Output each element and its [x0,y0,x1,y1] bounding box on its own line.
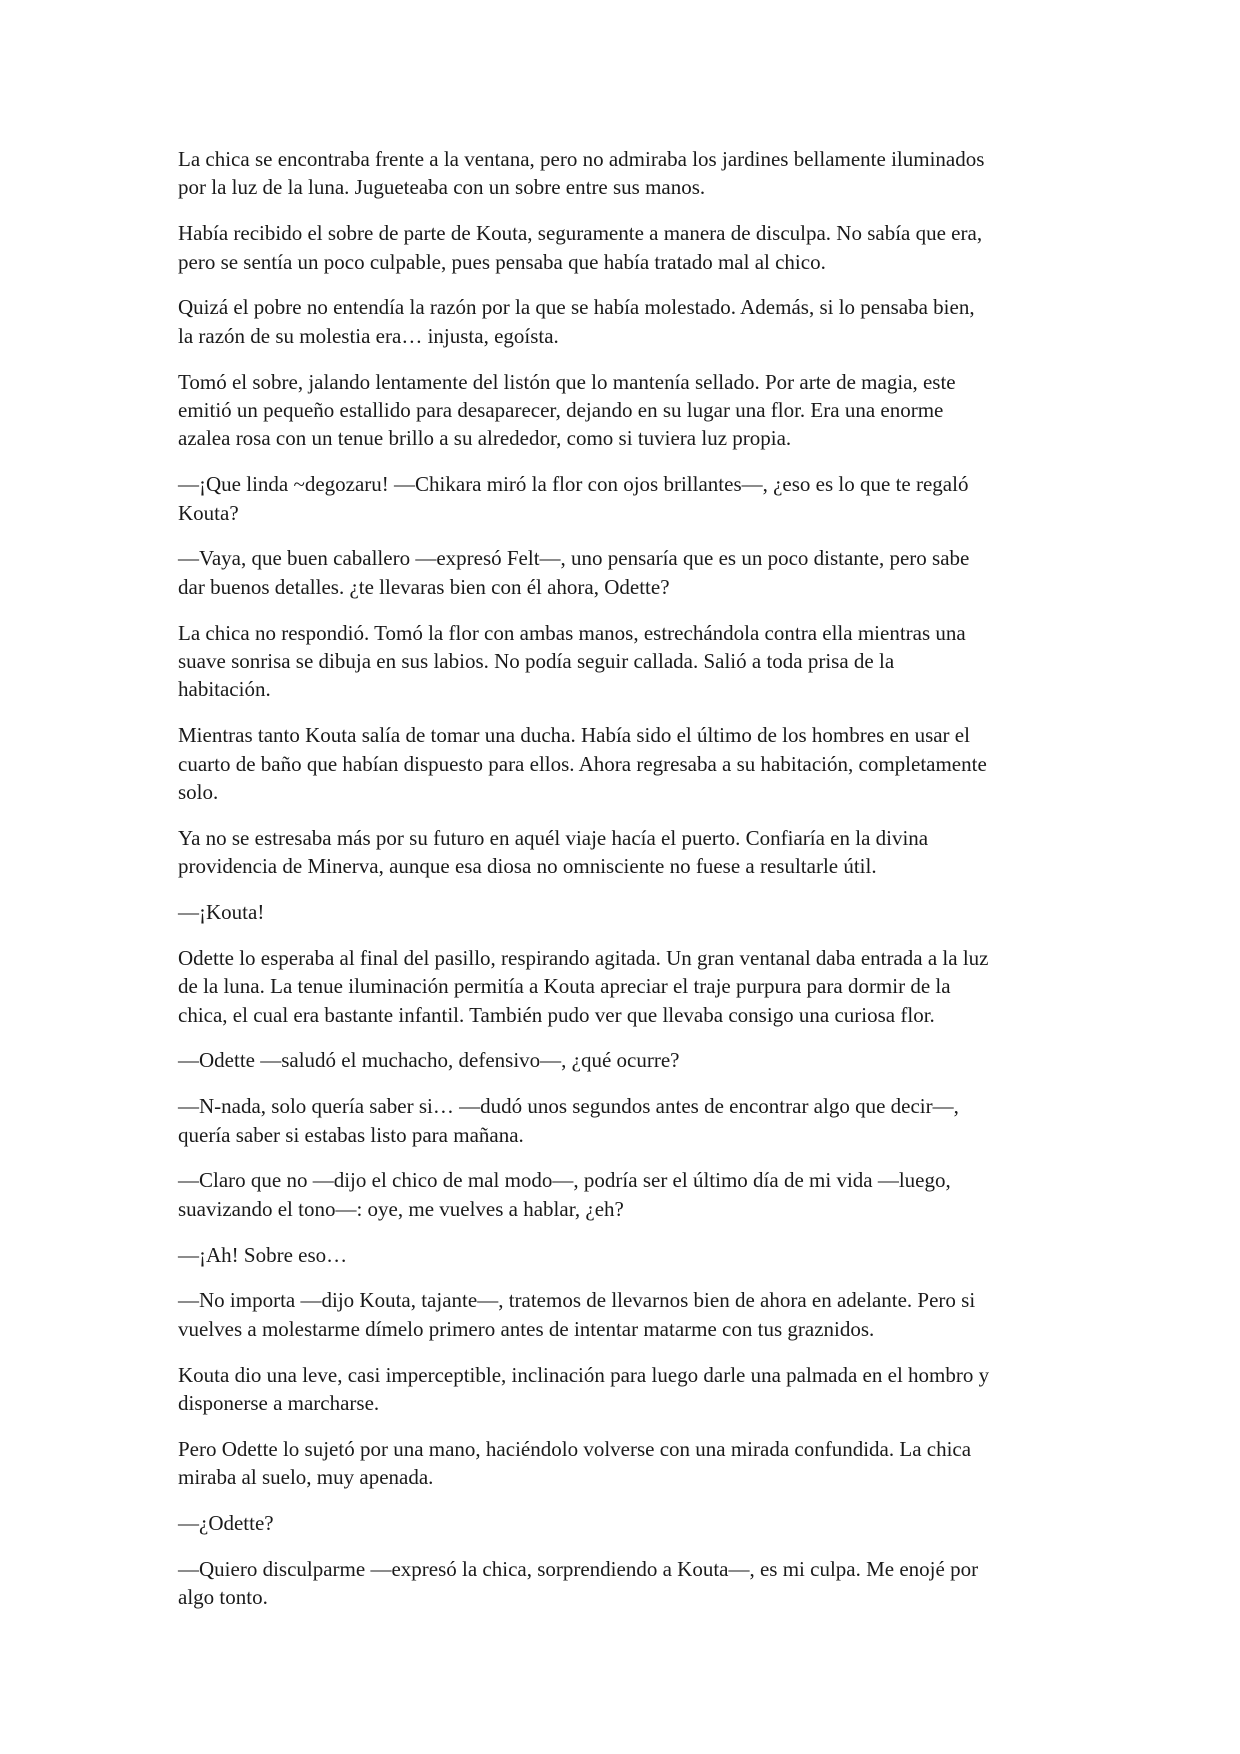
paragraph: La chica no respondió. Tomó la flor con ambas manos, estrechándola contra ella mientras una suave sonrisa se dibuja en sus labios. No podía seguir callada. Salió a toda prisa de la habitación. [178,620,966,702]
paragraph: —No importa —dijo Kouta, tajante—, tratemos de llevarnos bien de ahora en adelante. Pero si vuelves a molestarme dímelo primero antes de intentar matarme con tus graznidos. [178,1288,976,1341]
paragraph: La chica se encontraba frente a la ventana, pero no admiraba los jardines bellamente iluminados por la luz de la luna. Jugueteaba con un sobre entre sus manos. [178,147,985,200]
paragraph: —Quiero disculparme —expresó la chica, sorprendiendo a Kouta—, es mi culpa. Me enojé por algo tonto. [178,1556,979,1610]
paragraph: —Vaya, que buen caballero —expresó Felt—, uno pensaría que es un poco distante, pero sabe dar buenos detalles. ¿te llevaras bien con él ahora, Odette? [178,546,970,599]
paragraph: Tomó el sobre, jalando lentamente del listón que lo mantenía sellado. Por arte de magia, este emitió un pequeño estallido para desaparecer, dejando en su lugar una flor. Era una enorme azalea rosa con un tenue brillo a su alrededor, como si tuviera luz propia. [178,369,956,451]
paragraph: —¿Odette? [178,1511,274,1536]
paragraph: Quizá el pobre no entendía la razón por la que se había molestado. Además, si lo pensaba bien, la razón de su molestia era… injusta, egoísta. [178,295,975,348]
paragraph: —¡Ah! Sobre eso… [178,1242,348,1267]
paragraph: Kouta dio una leve, casi imperceptible, inclinación para luego darle una palmada en el hombro y disponerse a marcharse. [178,1362,990,1416]
paragraph: —N-nada, solo quería saber si… —dudó unos segundos antes de encontrar algo que decir—, quería saber si estabas listo para mañana. [178,1094,959,1147]
paragraph: Había recibido el sobre de parte de Kouta, seguramente a manera de disculpa. No sabía que era, pero se sentía un poco culpable, pues pensaba que había tratado mal al chico. [178,221,983,274]
paragraph: Mientras tanto Kouta salía de tomar una ducha. Había sido el último de los hombres en usar el cuarto de baño que habían dispuesto para ellos. Ahora regresaba a su habitación, completamente solo. [178,723,987,805]
paragraph: Odette lo esperaba al final del pasillo, respirando agitada. Un gran ventanal daba entrada a la luz de la luna. La tenue iluminación permitía a Kouta apreciar el traje purpura para dormir de la chica, el cual era bastante infantil. También pudo ver que llevaba consigo una curiosa flor. [178,945,989,1027]
paragraph: Ya no se estresaba más por su futuro en aquél viaje hacía el puerto. Confiaría en la divina providencia de Minerva, aunque esa diosa no omnisciente no fuese a resultarle útil. [178,825,929,879]
paragraph: —¡Que linda ~degozaru! —Chikara miró la flor con ojos brillantes—, ¿eso es lo que te regaló Kouta? [178,472,969,525]
story-text [178,145,1078,1629]
paragraph: —Claro que no —dijo el chico de mal modo—, podría ser el último día de mi vida —luego, suavizando el tono—: oye, me vuelves a hablar, ¿eh? [178,1168,951,1221]
paragraph: Pero Odette lo sujetó por una mano, haciéndolo volverse con una mirada confundida. La chica miraba al suelo, muy apenada. [178,1436,972,1490]
paragraph: —¡Kouta! [178,900,265,925]
paragraph: —Odette —saludó el muchacho, defensivo—, ¿qué ocurre? [178,1048,680,1073]
